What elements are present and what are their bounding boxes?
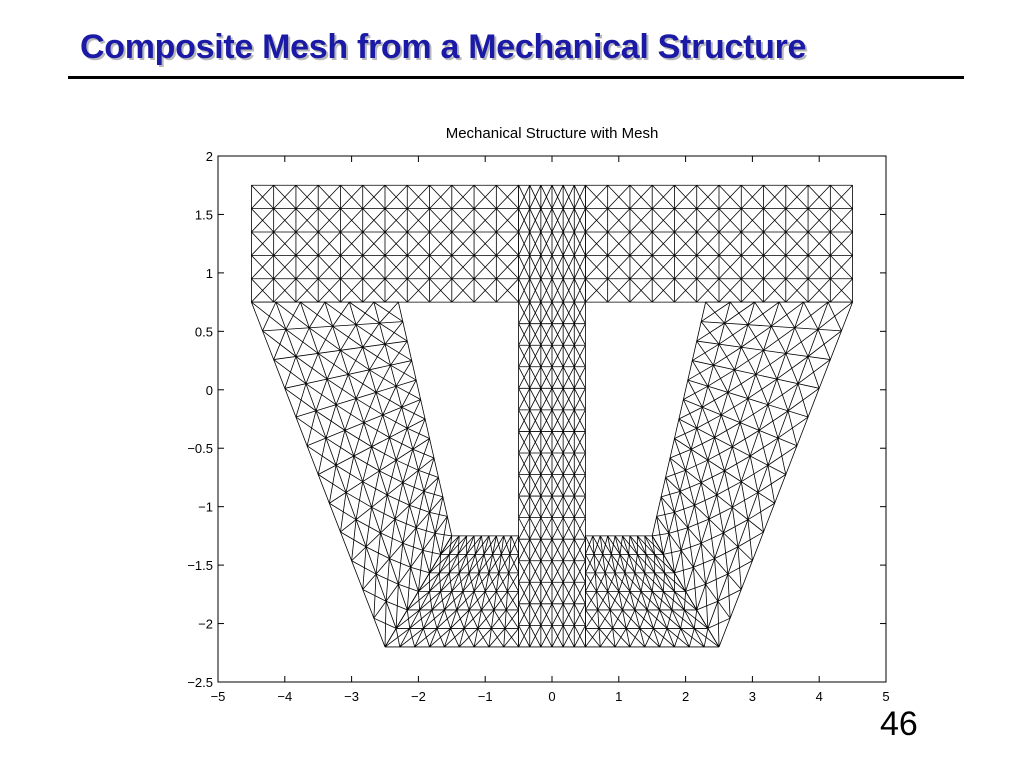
x-tick-label: −2 [410,689,426,704]
mesh-diagonal [306,353,318,383]
mesh-diagonal [274,329,286,359]
right-leg-mesh [652,302,852,647]
mesh-diagonal [681,610,685,629]
mesh-diagonal [493,554,499,573]
mesh-diagonal [652,533,669,536]
x-tick-label: −4 [277,689,293,704]
mesh-diagonal [296,417,326,438]
mesh-diagonal [418,573,439,592]
x-tick-label: 3 [748,689,757,704]
mesh-diagonal [391,341,408,365]
mesh-diagonal [300,302,332,326]
mesh-diagonal [613,610,623,629]
mesh-diagonal [396,386,420,399]
mesh-diagonal [597,573,606,592]
x-tick-label: 4 [815,689,823,704]
mesh-diagonal [674,628,680,647]
mesh-diagonal [479,573,485,592]
mesh-diagonal [674,567,693,573]
mesh-diagonal [679,419,691,449]
mesh-diagonal [610,591,619,610]
mesh-diagonal [309,328,340,351]
y-tick-labels [187,149,213,690]
mesh-diagonal [600,628,612,647]
mesh-diagonal [478,628,489,647]
mesh-diagonal [653,610,659,629]
mesh-diagonal [356,302,374,325]
mesh-diagonal [403,449,413,482]
mesh-diagonal [665,573,686,592]
y-tick-label: 0 [205,382,213,398]
y-tick-label: −2 [198,616,213,632]
mesh-diagonal [469,610,478,629]
mesh-diagonal [398,584,418,591]
mesh-diagonal [318,475,346,493]
mesh-diagonal [595,554,602,573]
mesh-diagonal [423,610,444,629]
mesh-diagonal [732,430,759,446]
mesh-diagonal [410,610,432,629]
y-tick-label: −1 [198,499,213,515]
mesh-diagonal [494,610,505,629]
top-flange-web-mesh [519,185,586,302]
mesh-diagonal [326,405,336,438]
mesh-diagonal [771,302,803,326]
mesh-diagonal [474,628,491,647]
mesh-diagonal [309,302,325,328]
mesh-diagonal [307,446,336,465]
mesh-diagonal [329,465,336,503]
mesh-diagonal [615,554,620,573]
x-tick-label: −5 [210,689,226,704]
mesh-diagonal [504,536,510,555]
mesh-diagonal [623,591,630,610]
mesh-diagonal [379,302,398,323]
mesh-diagonal [369,344,385,370]
mesh-diagonal [439,554,458,573]
mesh-diagonal [409,470,418,505]
mesh-diagonal [489,536,493,555]
mesh-diagonal [663,550,681,554]
mesh-diagonal [594,554,605,573]
mesh-diagonal [327,379,356,398]
mesh-diagonal [499,573,508,592]
mesh-diagonal [333,326,363,347]
mesh-diagonal [286,302,300,329]
mesh-diagonal [385,601,386,647]
mesh-diagonal [750,438,778,456]
mesh-diagonal [451,628,460,647]
mesh-diagonal [598,591,608,610]
mesh-diagonal [683,386,707,399]
mesh-diagonal [346,456,354,492]
x-tick-label: 0 [548,689,556,704]
mesh-diagonal [777,356,808,379]
mesh-diagonal [423,550,441,554]
mesh-diagonal [697,601,718,610]
mesh-diagonal [432,591,452,610]
mesh-diagonal [689,628,694,647]
mesh-diagonal [336,374,348,404]
mesh-diagonal [645,628,654,647]
mesh-diagonal [348,347,362,374]
mesh-diagonal [599,610,610,629]
mesh-diagonal [469,573,474,592]
mesh-diagonal [327,350,340,379]
mesh-diagonal [356,370,369,399]
mesh-diagonal [667,610,672,629]
mesh-diagonal [626,610,635,629]
mesh-diagonal [681,628,705,647]
mesh-diagonal [641,573,645,592]
x-tick-label: 1 [615,689,623,704]
mesh-diagonal [385,322,403,345]
mesh-diagonal [336,465,363,481]
central-web-mesh [519,302,586,647]
mesh-diagonal [759,411,788,430]
x-tick-labels [211,689,890,704]
mesh-diagonal [756,353,786,374]
mesh-diagonal [340,350,369,369]
mesh-diagonal [391,365,417,380]
mesh-diagonal [735,350,764,369]
mesh-diagonal [345,430,372,446]
mesh-diagonal [603,536,608,555]
mesh-diagonal [611,536,615,555]
mesh-diagonal [660,610,681,629]
mesh-diagonal [363,323,380,347]
mesh-diagonal [691,449,701,482]
mesh-diagonal [366,507,372,547]
mesh-diagonal [672,610,694,629]
mesh-diagonal [326,438,354,456]
mesh-diagonal [318,353,348,374]
mesh-diagonal [437,628,444,647]
mesh-diagonal [635,591,641,610]
mesh-diagonal [608,573,615,592]
mesh-diagonal [316,411,345,430]
mesh-diagonal [474,591,481,610]
mesh-diagonal [740,405,768,423]
mesh-diagonal [686,584,706,591]
mesh-lines [251,185,852,647]
mesh-diagonal [411,567,430,573]
mesh-diagonal [444,610,450,629]
mesh-diagonal [660,628,667,647]
mesh-diagonal [356,482,363,520]
mesh-diagonal [657,512,675,516]
mesh-diagonal [704,628,708,647]
mesh-diagonal [768,384,798,405]
mesh-diagonal [615,628,626,647]
mesh-diagonal [640,610,647,629]
mesh-diagonal [496,591,506,610]
left-leg-mesh [251,302,451,647]
mesh-diagonal [400,628,424,647]
mesh-diagonal [652,591,672,610]
mesh-diagonal [630,573,635,592]
mesh-diagonal [306,384,336,405]
mesh-diagonal [316,379,327,411]
x-tick-label: 5 [882,689,890,704]
top-flange-right-mesh [585,185,852,302]
mesh-diagonal [318,326,332,353]
mesh-diagonal [594,536,600,555]
mesh-diagonal [499,554,510,573]
mesh-diagonal [613,628,630,647]
plot-title: Mechanical Structure with Mesh [445,125,659,142]
mesh-diagonal [318,438,326,474]
mesh-diagonal [441,591,445,610]
mesh-diagonal [489,573,496,592]
y-tick-label: 1.5 [194,207,213,223]
mesh-diagonal [463,591,469,610]
page-number: 46 [880,705,918,743]
mesh-diagonal [464,628,474,647]
x-tick-label: 2 [681,689,690,704]
mesh-diagonal [385,628,410,647]
mesh-diagonal [379,438,389,471]
mesh-diagonal [748,302,779,325]
y-tick-label: 0.5 [194,324,213,340]
mesh-diagonal [748,379,777,398]
mesh-diagonal [635,573,652,592]
mesh-diagonal [686,470,695,505]
mesh-diagonal [679,407,702,419]
mesh-diagonal [336,430,345,465]
mesh-diagonal [386,601,407,610]
bottom-left-mesh [385,536,519,647]
mesh-diagonal [778,417,808,438]
mesh-diagonal [501,554,508,573]
x-tick-label: −1 [477,689,493,704]
mesh-diagonal [475,554,479,573]
mesh-diagonal [630,536,646,555]
mesh-diagonal [345,399,356,431]
mesh-diagonal [491,628,503,647]
mesh-diagonal [402,407,425,419]
y-tick-label: −0.5 [187,441,213,457]
slide-title: Composite Mesh from a Mechanical Structure [80,28,807,66]
top-flange-left-mesh [251,185,518,302]
mesh-diagonal [688,365,714,380]
mesh-diagonal [481,610,491,629]
mesh-diagonal [340,325,356,351]
y-tick-label: −1.5 [187,558,213,574]
mesh-diagonal [605,554,611,573]
mesh-diagonal [630,628,640,647]
mesh-diagonal [407,428,429,438]
mesh-diagonal [764,328,795,351]
mesh-diagonal [340,492,346,532]
y-tick-label: 2 [205,149,213,164]
mesh-diagonal [432,610,437,629]
mesh-diagonal [307,411,316,446]
mesh-diagonal [452,591,457,610]
mesh-diagonal [285,356,296,388]
y-tick-label: 1 [205,265,213,281]
mesh-diagonal [459,573,463,592]
mesh-diagonal [452,573,469,592]
mesh-diagonal [430,512,448,516]
mesh-diagonal [485,591,494,610]
mesh-diagonal [647,591,652,610]
mesh-diagonal [768,446,797,465]
mesh-diagonal [732,507,738,547]
mesh-diagonal [694,628,719,647]
mesh-diagonal [715,438,725,471]
mesh-diagonal [333,302,350,326]
x-tick-label: −3 [344,689,360,704]
mesh-diagonal [336,405,364,423]
mesh-diagonal [741,465,768,481]
mesh-diagonal [354,423,364,456]
mesh-diagonal [296,356,327,379]
mesh-diagonal [458,536,474,555]
mesh-diagonal [296,384,306,417]
mesh-diagonal [457,610,464,629]
mesh-diagonal [619,573,625,592]
mesh-diagonal [646,554,665,573]
mesh-diagonal [435,533,452,536]
y-tick-label: −2.5 [187,675,213,690]
mesh-diagonal [325,302,356,325]
mesh-diagonal [741,326,771,347]
mesh-diagonal [263,302,276,331]
mesh-diagonal [758,475,786,493]
mesh-diagonal [674,428,696,438]
mesh-diagonal [496,536,501,555]
mesh-diagonal [660,591,664,610]
bottom-right-mesh [585,536,719,647]
mesh-diagonal [484,554,489,573]
mesh-diagonal [389,438,412,450]
mesh-diagonal [296,328,309,357]
mesh-diagonal [691,438,714,450]
mesh-diagonal [625,554,629,573]
mesh-diagonal [413,419,425,449]
